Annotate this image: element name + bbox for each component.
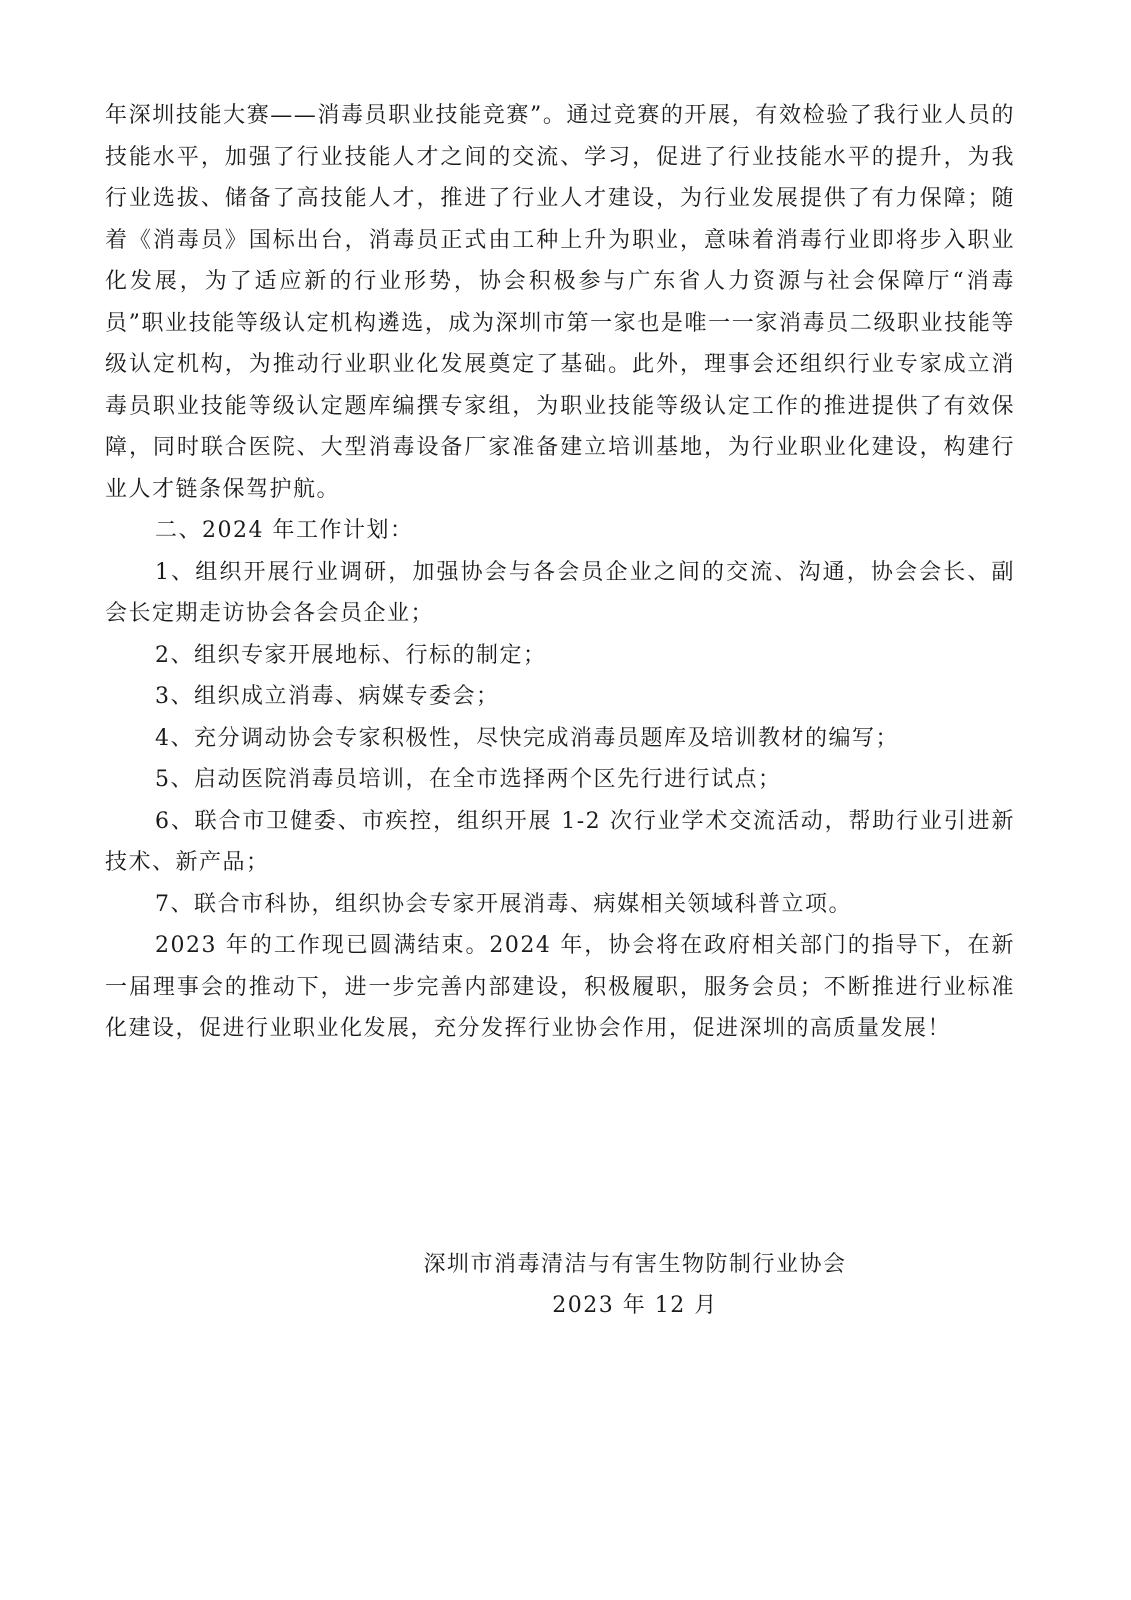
section-heading-work-plan: 二、2024 年工作计划： [155, 518, 414, 543]
plan-item-4: 4、充分调动协会专家积极性，尽快完成消毒员题库及培训教材的编写； [155, 725, 899, 751]
plan-item-2: 2、组织专家开展地标、行标的制定； [155, 642, 547, 668]
plan-item-7: 7、联合市科协，组织协会专家开展消毒、病媒相关领域科普立项。 [155, 891, 852, 917]
paragraph-conclusion: 2023 年的工作现已圆满结束。2024 年，协会将在政府相关部门的指导下，在新一届理事会的推动下，进一步完善内部建设，积极履职，服务会员；不断推进行业标准化建设，促进行业职业化发展，充分发挥行业协会作用，促进深圳的高质量发展！ [105, 933, 1015, 1041]
signature-date: 2023 年 12 月 [552, 1293, 718, 1318]
plan-item-5: 5、启动医院消毒员培训，在全市选择两个区先行进行试点； [155, 767, 782, 792]
signature-organization: 深圳市消毒清洁与有害生物防制行业协会 [423, 1252, 847, 1277]
document-body [105, 95, 1015, 1050]
paragraph-achievements: 年深圳技能大赛——消毒员职业技能竞赛”。通过竞赛的开展，有效检验了我行业人员的技能水平，加强了行业技能人才之间的交流、学习，促进了行业技能水平的提升，为我行业选拔、储备了高技能人才，推进了行业人才建设，为行业发展提供了有力保障；随着《消毒员》国标出台，消毒员正式由工种上升为职业，意味着消毒行业即将步入职业化发展，为了适应新的行业形势，协会积极参与广东省人力资源与社会保障厅“消毒员”职业技能等级认定机构遴选，成为深圳市第一家也是唯一一家消毒员二级职业技能等级认定机构，为推动行业职业化发展奠定了基础。此外，理事会还组织行业专家成立消毒员职业技能等级认定题库编撰专家组，为职业技能等级认定工作的推进提供了有效保障，同时联合医院、大型消毒设备厂家准备建立培训基地，为行业职业化建设，构建行业人才链条保驾护航。 [105, 103, 1015, 502]
signature-block [395, 1244, 875, 1326]
plan-item-6: 6、联合市卫健委、市疾控，组织开展 1-2 次行业学术交流活动，帮助行业引进新技术、新产品； [105, 808, 1015, 875]
plan-item-3: 3、组织成立消毒、病媒专委会； [155, 684, 500, 709]
plan-item-1: 1、组织开展行业调研，加强协会与各会员企业之间的交流、沟通，协会会长、副会长定期走访协会各会员企业； [105, 559, 1015, 626]
